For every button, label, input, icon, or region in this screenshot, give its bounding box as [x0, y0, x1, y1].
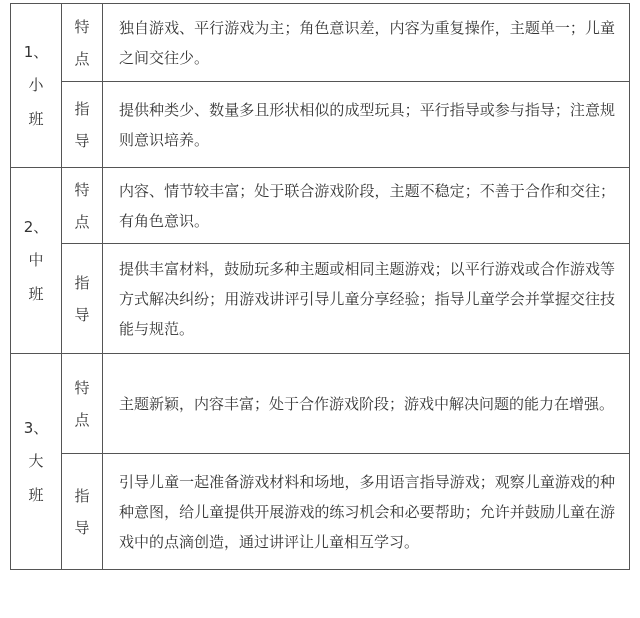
kind-char: 特 — [74, 378, 90, 397]
kind-cell-guidance — [62, 454, 103, 570]
kind-cell-guidance — [62, 82, 103, 168]
table-row-middle-class-guidance — [11, 244, 630, 354]
kind-char: 指 — [74, 486, 90, 505]
level-char: 班 — [28, 284, 44, 303]
table-row-senior-class-guidance — [11, 454, 630, 570]
level-cell-small-class — [11, 4, 62, 168]
kind-char: 导 — [74, 518, 90, 537]
table-row-small-class-guidance — [11, 82, 630, 168]
level-char: 中 — [28, 250, 44, 269]
kind-cell-features — [62, 168, 103, 244]
kind-char: 导 — [74, 305, 90, 324]
content-cell-guidance: 提供丰富材料，鼓励玩多种主题或相同主题游戏；以平行游戏或合作游戏等方式解决纠纷；用游戏讲评引导儿童分享经验；指导儿童学会并掌握交往技能与规范。 — [103, 244, 630, 354]
level-number: 1、 — [23, 42, 49, 61]
kind-char: 点 — [74, 212, 90, 231]
level-char: 班 — [28, 485, 44, 504]
kind-cell-features — [62, 4, 103, 82]
kind-char: 点 — [74, 49, 90, 68]
kind-char: 指 — [74, 273, 90, 292]
kind-char: 点 — [74, 410, 90, 429]
kind-char: 导 — [74, 131, 90, 150]
table-row-senior-class-features — [11, 354, 630, 454]
content-cell-guidance: 提供种类少、数量多且形状相似的成型玩具；平行指导或参与指导；注意规则意识培养。 — [103, 82, 630, 168]
level-char: 大 — [28, 451, 44, 470]
play-guidance-table-container — [10, 3, 630, 570]
content-cell-features: 独自游戏、平行游戏为主；角色意识差，内容为重复操作，主题单一；儿童之间交往少。 — [103, 4, 630, 82]
level-number: 3、 — [23, 418, 49, 437]
level-number: 2、 — [23, 217, 49, 236]
table-row-small-class-features — [11, 4, 630, 82]
kind-char: 指 — [74, 99, 90, 118]
content-cell-guidance: 引导儿童一起准备游戏材料和场地，多用语言指导游戏；观察儿童游戏的种种意图，给儿童提供开展游戏的练习机会和必要帮助；允许并鼓励儿童在游戏中的点滴创造，通过讲评让儿童相互学习。 — [103, 454, 630, 570]
content-cell-features: 内容、情节较丰富；处于联合游戏阶段，主题不稳定；不善于合作和交往；有角色意识。 — [103, 168, 630, 244]
content-cell-features: 主题新颖，内容丰富；处于合作游戏阶段；游戏中解决问题的能力在增强。 — [103, 354, 630, 454]
play-guidance-table — [10, 3, 630, 570]
level-char: 小 — [28, 75, 44, 94]
level-cell-senior-class — [11, 354, 62, 570]
level-cell-middle-class — [11, 168, 62, 354]
kind-char: 特 — [74, 180, 90, 199]
table-row-middle-class-features — [11, 168, 630, 244]
kind-cell-features — [62, 354, 103, 454]
kind-char: 特 — [74, 17, 90, 36]
level-char: 班 — [28, 109, 44, 128]
kind-cell-guidance — [62, 244, 103, 354]
